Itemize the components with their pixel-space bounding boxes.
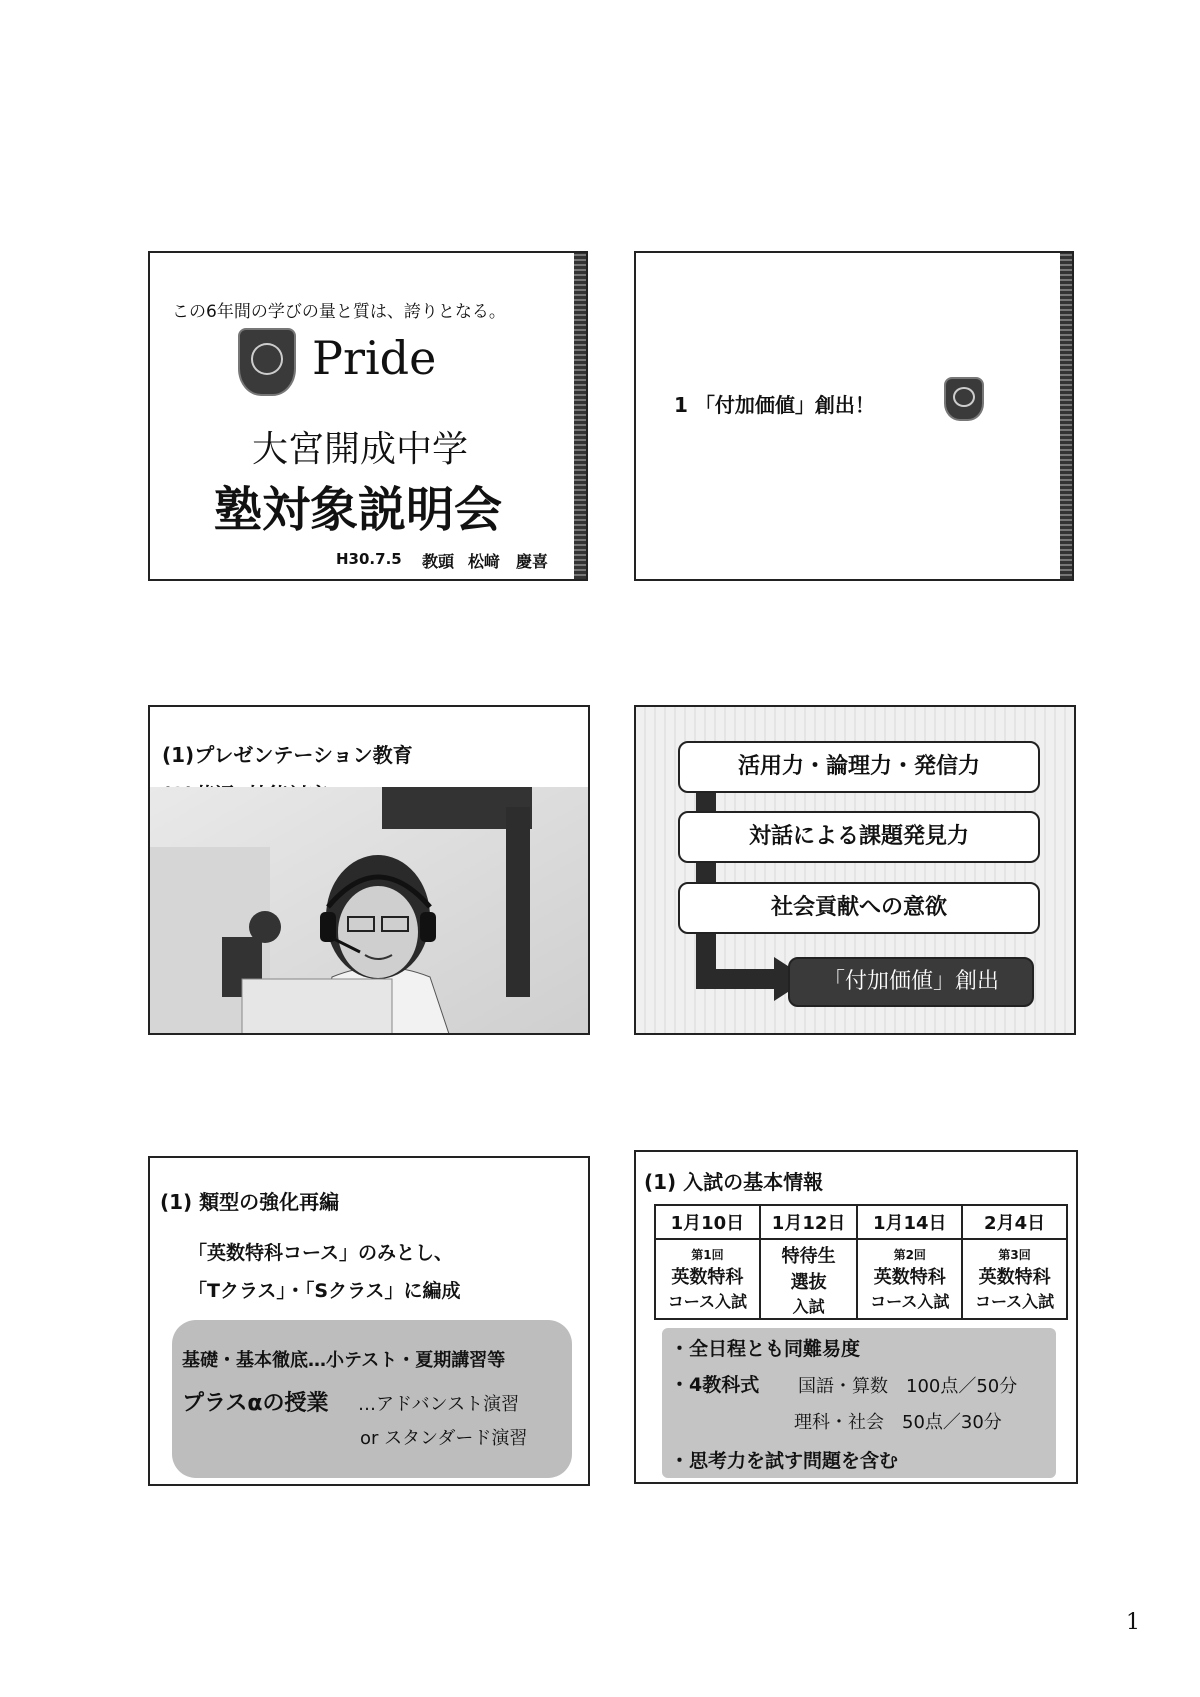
capability-box-1: 活用力・論理力・発信力: [678, 741, 1040, 793]
exam-sub: コース入試: [870, 1292, 950, 1311]
section-heading: (1) 入試の基本情報: [644, 1170, 824, 1194]
slide-section-1: [634, 251, 1074, 581]
slide-shadow: [1060, 253, 1072, 579]
exam-cell: [655, 1239, 760, 1319]
exam-date: 2月4日: [962, 1205, 1067, 1239]
exam-sub: コース入試: [974, 1292, 1055, 1311]
course-line-2: 「Tクラス」・「Sクラス」に編成: [188, 1280, 461, 1302]
four-subject-label: ・4教科式: [670, 1374, 760, 1396]
exam-schedule-table: [654, 1204, 1068, 1320]
school-name: 大宮開成中学: [252, 429, 469, 470]
presenter-name: 松﨑 慶喜: [468, 552, 549, 571]
brand-name: Pride: [312, 331, 437, 385]
thinking-note: ・思考力を試す問題を含む: [670, 1450, 899, 1472]
exam-round: 第3回: [998, 1248, 1031, 1262]
exam-name: 英数特科: [873, 1267, 946, 1288]
exam-round: 特待生: [781, 1245, 836, 1267]
event-title: 塾対象説明会: [214, 482, 503, 538]
slide-course-reorg: [148, 1156, 590, 1486]
slide-education-photo: [148, 705, 590, 1035]
difficulty-note: ・全日程とも同難易度: [670, 1338, 861, 1360]
presenter-role: 教頭: [422, 552, 455, 571]
advanced-practice: …アドバンスト演習: [358, 1394, 520, 1415]
tagline: この6年間の学びの量と質は、誇りとなる。: [172, 302, 506, 322]
basics-line: 基礎・基本徹底…小テスト・夏期講習等: [182, 1350, 506, 1371]
exam-round: 第1回: [691, 1248, 724, 1262]
slide-exam-info: [634, 1150, 1078, 1484]
plus-alpha-label: プラスαの授業: [182, 1391, 329, 1416]
exam-round: 第2回: [893, 1248, 926, 1262]
slide-value-flow: [634, 705, 1076, 1035]
exam-name: 英数特科: [978, 1267, 1051, 1288]
exam-sub: コース入試: [667, 1292, 747, 1311]
item-presentation: (1)プレゼンテーション教育: [162, 743, 413, 767]
exam-cell: [857, 1239, 962, 1319]
exam-date: 1月12日: [760, 1205, 858, 1239]
student-photo: [150, 787, 590, 1035]
exam-date: 1月10日: [655, 1205, 760, 1239]
capability-box-2: 対話による課題発見力: [678, 811, 1040, 863]
standard-practice: or スタンダード演習: [360, 1428, 528, 1449]
exam-cell: [760, 1239, 858, 1319]
result-box: 「付加価値」創出: [788, 957, 1034, 1007]
exam-name: 選抜: [790, 1271, 827, 1293]
course-line-1: 「英数特科コース」のみとし、: [188, 1242, 454, 1264]
flow-connector-horizontal: [696, 969, 776, 989]
section-heading: 1 「付加価値」創出！: [674, 393, 875, 417]
exam-cell: [962, 1239, 1067, 1319]
page-number: 1: [1126, 1610, 1140, 1635]
exam-name: 英数特科: [671, 1267, 744, 1288]
slide-shadow: [574, 253, 586, 579]
subjects-line-1: 国語・算数 100点／50分: [798, 1376, 1018, 1397]
section-heading: (1) 類型の強化再編: [160, 1190, 340, 1214]
exam-sub: 入試: [792, 1296, 825, 1316]
capability-box-3: 社会貢献への意欲: [678, 882, 1040, 934]
school-crest-logo: [944, 377, 984, 421]
presentation-date: H30.7.5: [336, 550, 402, 568]
slide-title: [148, 251, 588, 581]
subjects-line-2: 理科・社会 50点／30分: [794, 1412, 1002, 1433]
school-crest-logo: [238, 328, 296, 396]
exam-date: 1月14日: [857, 1205, 962, 1239]
